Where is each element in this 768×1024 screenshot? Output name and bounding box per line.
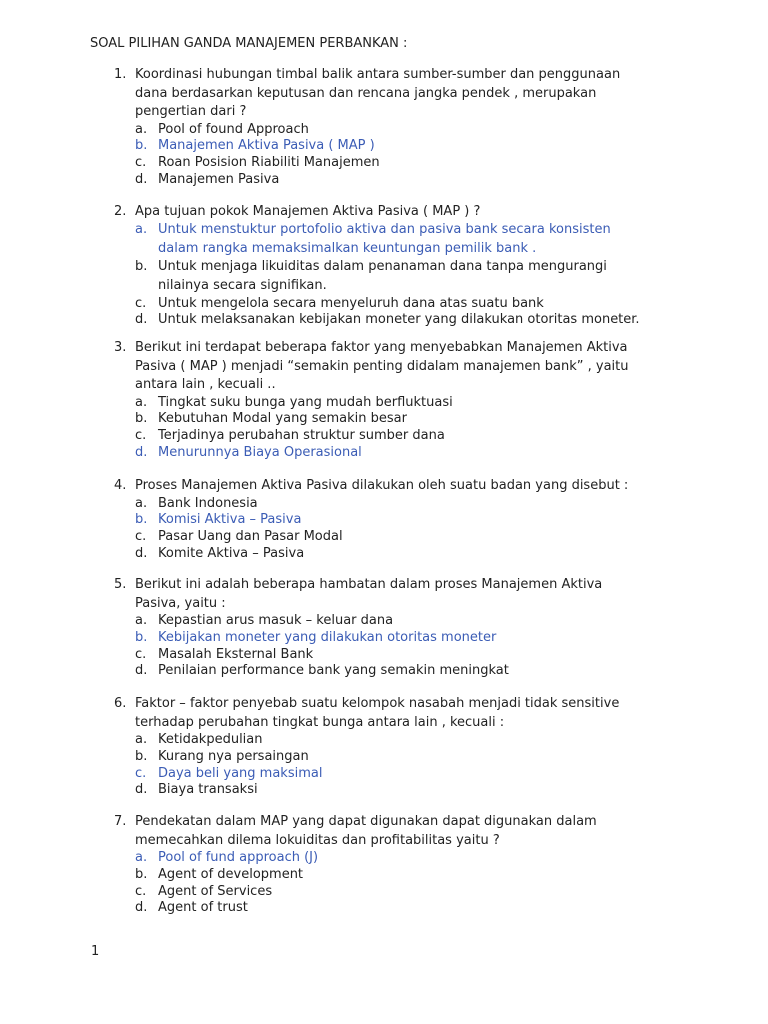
option-c [0, 529, 768, 546]
question-line [0, 376, 768, 395]
option-b [0, 138, 768, 155]
question-line [0, 203, 768, 222]
option-c [0, 296, 768, 313]
option-c [0, 766, 768, 783]
question-5 [0, 576, 768, 680]
option-text: Untuk menjaga likuiditas dalam penanaman dana tanpa mengurangi [158, 258, 607, 274]
option-d [0, 663, 768, 680]
question-number: 7. [114, 814, 127, 829]
question-number: 1. [114, 67, 127, 82]
option-b [0, 749, 768, 766]
question-number: 6. [114, 696, 127, 711]
option-c [0, 428, 768, 445]
option-a [0, 222, 768, 259]
option-text: Roan Posision Riabiliti Manajemen [158, 155, 380, 171]
question-line [0, 358, 768, 377]
option-line [0, 312, 768, 329]
option-text: Pasar Uang dan Pasar Modal [158, 529, 343, 545]
question-text: terhadap perubahan tingkat bunga antara lain , kecuali : [135, 714, 505, 730]
question-text: memecahkan dilema lokuiditas dan profitabilitas yaitu ? [135, 832, 500, 848]
option-d [0, 312, 768, 329]
option-line [0, 512, 768, 529]
option-line [0, 630, 768, 647]
question-line [0, 595, 768, 614]
option-letter: a. [135, 121, 148, 137]
option-line [0, 296, 768, 313]
option-line [0, 766, 768, 783]
option-letter: c. [135, 155, 147, 171]
option-text: Untuk melaksanakan kebijakan moneter yang dilakukan otoritas moneter. [158, 312, 640, 328]
option-letter: b. [135, 512, 148, 528]
option-line [0, 277, 768, 296]
option-text: Agent of development [158, 866, 304, 882]
option-letter: d. [135, 444, 148, 460]
option-text: Kepastian arus masuk – keluar dana [158, 613, 394, 628]
option-letter: d. [135, 171, 148, 187]
option-line [0, 732, 768, 749]
question-line [0, 576, 768, 595]
option-text: Tingkat suku bunga yang mudah berfluktuasi [158, 394, 453, 410]
question-number: 2. [114, 204, 127, 219]
question-text: Faktor – faktor penyebab suatu kelompok nasabah menjadi tidak sensitive [135, 696, 620, 711]
option-d [0, 782, 768, 799]
option-letter: c. [135, 646, 147, 662]
option-letter: a. [135, 394, 148, 410]
question-7 [0, 813, 768, 917]
option-a [0, 395, 768, 412]
option-a [0, 732, 768, 749]
option-text: Masalah Eksternal Bank [158, 646, 314, 662]
question-text: Berikut ini adalah beberapa hambatan dalam proses Manajemen Aktiva [135, 577, 603, 592]
question-1 [0, 66, 768, 189]
option-b [0, 630, 768, 647]
option-d [0, 172, 768, 189]
option-d [0, 445, 768, 462]
option-line [0, 900, 768, 917]
option-line [0, 222, 768, 241]
option-line [0, 411, 768, 428]
option-line [0, 155, 768, 172]
option-line [0, 240, 768, 259]
option-a [0, 496, 768, 513]
option-line [0, 782, 768, 799]
question-2 [0, 203, 768, 329]
question-line [0, 695, 768, 714]
option-line [0, 647, 768, 664]
option-line [0, 122, 768, 139]
option-text: Pool of found Approach [158, 121, 309, 137]
option-letter: d. [135, 545, 148, 561]
option-letter: c. [135, 295, 147, 311]
question-text: Berikut ini terdapat beberapa faktor yang menyebabkan Manajemen Aktiva [135, 340, 628, 355]
option-text: Komisi Aktiva – Pasiva [158, 512, 302, 528]
option-letter: d. [135, 663, 148, 679]
option-letter: c. [135, 529, 147, 545]
option-letter: a. [135, 613, 148, 628]
option-line [0, 850, 768, 867]
option-letter: b. [135, 629, 148, 645]
option-letter: b. [135, 748, 148, 764]
option-line [0, 259, 768, 278]
option-text: Bank Indonesia [158, 495, 258, 511]
option-text: Kebutuhan Modal yang semakin besar [158, 411, 407, 427]
option-text: dalam rangka memaksimalkan keuntungan pemilik bank . [158, 241, 537, 256]
option-b [0, 867, 768, 884]
option-c [0, 155, 768, 172]
option-line [0, 529, 768, 546]
option-c [0, 884, 768, 901]
option-text: Penilaian performance bank yang semakin meningkat [158, 663, 509, 679]
option-letter: c. [135, 428, 147, 444]
option-letter: d. [135, 312, 148, 328]
option-line [0, 172, 768, 189]
option-letter: d. [135, 900, 148, 916]
question-line [0, 339, 768, 358]
question-text: Koordinasi hubungan timbal balik antara sumber-sumber dan penggunaan [135, 67, 621, 82]
option-text: Manajemen Aktiva Pasiva ( MAP ) [158, 138, 375, 154]
option-text: Ketidakpedulian [158, 732, 263, 747]
question-line [0, 66, 768, 85]
question-4 [0, 477, 768, 563]
option-b [0, 411, 768, 428]
question-text: Pendekatan dalam MAP yang dapat digunakan dapat digunakan dalam [135, 814, 597, 829]
option-letter: a. [135, 495, 148, 511]
option-text: Komite Aktiva – Pasiva [158, 545, 305, 561]
option-letter: d. [135, 782, 148, 798]
option-letter: a. [135, 850, 148, 865]
question-3 [0, 339, 768, 462]
option-text: Daya beli yang maksimal [158, 765, 323, 781]
page-number: 1 [91, 944, 100, 959]
option-text: Untuk mengelola secara menyeluruh dana atas suatu bank [158, 295, 544, 311]
option-line [0, 867, 768, 884]
option-a [0, 122, 768, 139]
document-title: SOAL PILIHAN GANDA MANAJEMEN PERBANKAN : [90, 36, 408, 51]
option-text: nilainya secara signifikan. [158, 278, 327, 293]
option-a [0, 850, 768, 867]
option-letter: b. [135, 866, 148, 882]
option-d [0, 900, 768, 917]
option-letter: c. [135, 765, 147, 781]
question-line [0, 832, 768, 851]
question-line [0, 714, 768, 733]
option-letter: a. [135, 732, 148, 747]
option-b [0, 259, 768, 296]
option-line [0, 613, 768, 630]
question-6 [0, 695, 768, 799]
option-d [0, 546, 768, 563]
option-line [0, 395, 768, 412]
question-number: 3. [114, 340, 127, 355]
option-text: Manajemen Pasiva [158, 171, 280, 187]
question-text: pengertian dari ? [135, 104, 247, 119]
option-text: Menurunnya Biaya Operasional [158, 444, 362, 460]
option-line [0, 445, 768, 462]
option-text: Pool of fund approach (J) [158, 850, 319, 865]
question-number: 5. [114, 577, 127, 592]
option-text: Untuk menstuktur portofolio aktiva dan pasiva bank secara konsisten [158, 221, 611, 237]
option-text: Terjadinya perubahan struktur sumber dana [158, 428, 445, 444]
option-line [0, 749, 768, 766]
question-line [0, 85, 768, 104]
option-text: Agent of trust [158, 900, 248, 916]
question-line [0, 477, 768, 496]
question-line [0, 103, 768, 122]
option-letter: b. [135, 258, 148, 274]
option-line [0, 884, 768, 901]
option-line [0, 496, 768, 513]
option-letter: a. [135, 221, 148, 237]
option-b [0, 512, 768, 529]
option-letter: c. [135, 883, 147, 899]
option-line [0, 663, 768, 680]
option-line [0, 428, 768, 445]
question-text: antara lain , kecuali .. [135, 377, 276, 392]
option-text: Agent of Services [158, 883, 273, 899]
question-text: Proses Manajemen Aktiva Pasiva dilakukan oleh suatu badan yang disebut : [135, 478, 629, 493]
option-text: Kebijakan moneter yang dilakukan otoritas moneter [158, 629, 497, 645]
option-a [0, 613, 768, 630]
question-text: Pasiva ( MAP ) menjadi “semakin penting didalam manajemen bank” , yaitu [135, 358, 629, 374]
option-letter: b. [135, 138, 148, 154]
question-text: Pasiva, yaitu : [135, 595, 226, 611]
option-text: Kurang nya persaingan [158, 748, 309, 764]
question-text: Apa tujuan pokok Manajemen Aktiva Pasiva ( MAP ) ? [135, 204, 481, 219]
option-line [0, 546, 768, 563]
option-c [0, 647, 768, 664]
option-letter: b. [135, 411, 148, 427]
question-number: 4. [114, 478, 127, 493]
question-text: dana berdasarkan keputusan dan rencana jangka pendek , merupakan [135, 85, 597, 101]
option-text: Biaya transaksi [158, 782, 258, 798]
option-line [0, 138, 768, 155]
question-line [0, 813, 768, 832]
